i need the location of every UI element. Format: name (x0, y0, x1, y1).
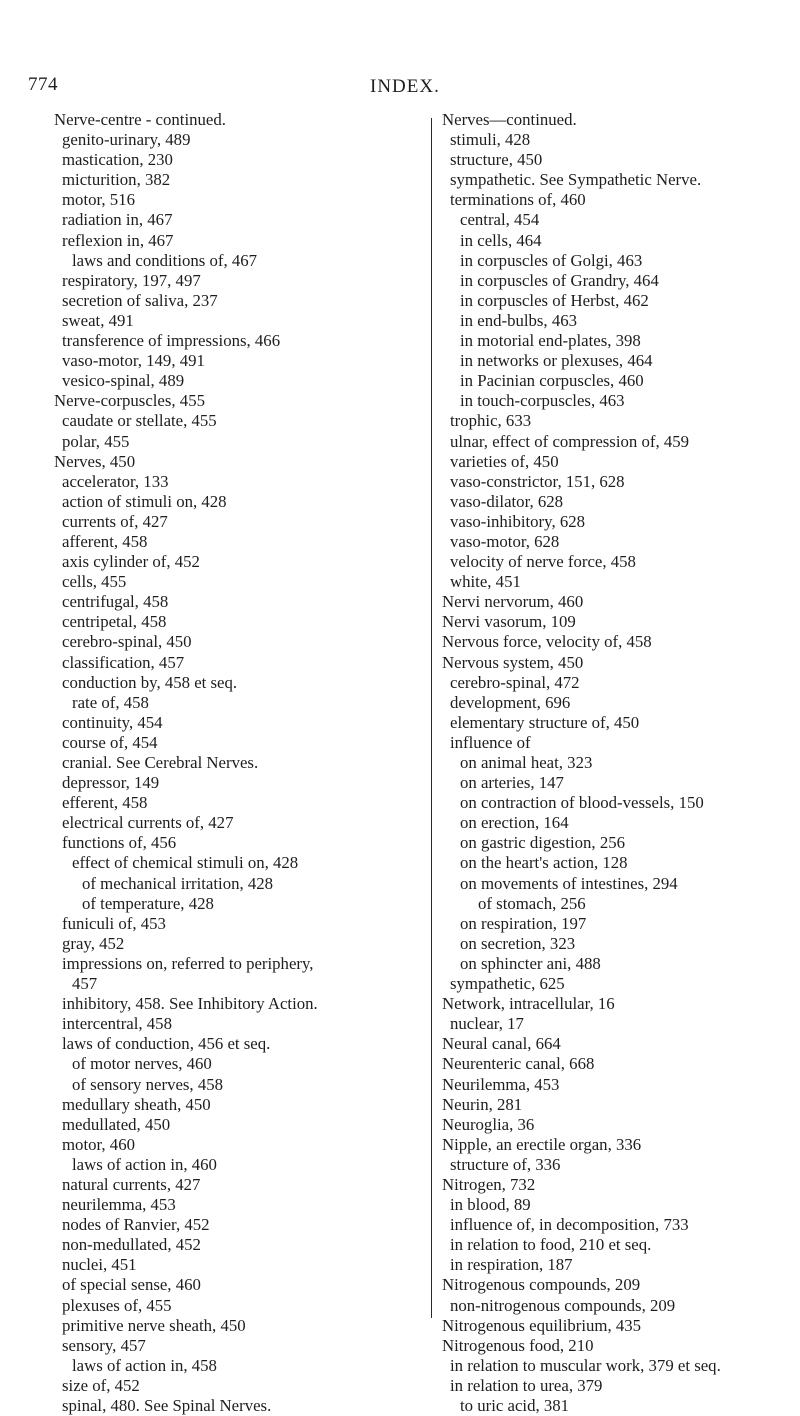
index-entry: Nerves, 450 (54, 451, 136, 471)
index-entry: in corpuscles of Golgi, 463 (460, 250, 643, 270)
index-entry: Nervous system, 450 (442, 652, 584, 672)
index-entry: to uric acid, 381 (460, 1396, 570, 1415)
index-entry: Nipple, an erectile organ, 336 (442, 1134, 642, 1154)
index-entry: in cells, 464 (460, 230, 542, 250)
index-entry: on animal heat, 323 (460, 753, 593, 772)
index-entry: natural currents, 427 (62, 1174, 201, 1194)
index-entry: Neuroglia, 36 (442, 1114, 535, 1134)
index-entry: laws of conduction, 456 et seq. (62, 1034, 271, 1054)
index-entry: action of stimuli on, 428 (62, 491, 227, 511)
index-entry: laws of action in, 460 (72, 1154, 217, 1174)
index-entry: transference of impressions, 466 (62, 331, 281, 351)
index-column-right (442, 110, 794, 1416)
index-entry: laws of action in, 458 (72, 1355, 217, 1375)
index-entry: of stomach, 256 (478, 893, 586, 913)
index-entry: ulnar, effect of compression of, 459 (450, 431, 690, 451)
index-entry: velocity of nerve force, 458 (450, 552, 636, 572)
index-entry: size of, 452 (62, 1375, 140, 1395)
index-entry: varieties of, 450 (450, 451, 559, 471)
index-entry: terminations of, 460 (450, 190, 586, 210)
index-entry: in respiration, 187 (450, 1255, 573, 1275)
index-entry: accelerator, 133 (62, 471, 169, 491)
index-entry: sweat, 491 (62, 310, 134, 330)
index-entry: elementary structure of, 450 (450, 712, 640, 732)
index-entry: cells, 455 (62, 572, 127, 592)
index-entry: Nervi nervorum, 460 (442, 592, 584, 612)
index-entry: conduction by, 458 et seq. (62, 672, 238, 692)
index-entry: funiculi of, 453 (62, 913, 166, 933)
index-entry: axis cylinder of, 452 (62, 552, 200, 572)
index-entry: of mechanical irritation, 428 (82, 873, 274, 893)
index-entry: in touch-corpuscles, 463 (460, 391, 625, 411)
index-entry: centrifugal, 458 (62, 592, 169, 612)
index-entry: vesico-spinal, 489 (62, 371, 185, 391)
index-entry: structure, 450 (450, 150, 543, 170)
index-entry: inhibitory, 458. See Inhibitory Action. (62, 994, 318, 1014)
index-column-left (54, 110, 426, 1416)
index-entry: on sphincter ani, 488 (460, 953, 601, 973)
index-entry: on secretion, 323 (460, 933, 576, 953)
index-entry: plexuses of, 455 (62, 1295, 172, 1315)
index-entry: respiratory, 197, 497 (62, 270, 201, 290)
index-entry: intercentral, 458 (62, 1014, 172, 1034)
index-entry: of special sense, 460 (62, 1275, 201, 1295)
index-entry: nuclear, 17 (450, 1014, 524, 1034)
index-entry: afferent, 458 (62, 531, 148, 551)
index-entry: in corpuscles of Herbst, 462 (460, 290, 649, 310)
index-entry: in relation to muscular work, 379 et seq. (450, 1355, 721, 1375)
index-entry: laws and conditions of, 467 (72, 250, 258, 270)
index-entry: nodes of Ranvier, 452 (62, 1215, 210, 1235)
index-entry: medullary sheath, 450 (62, 1094, 211, 1114)
index-entry: medullated, 450 (62, 1114, 171, 1134)
index-entry: in relation to urea, 379 (450, 1375, 603, 1395)
index-entry: Nerve-centre - continued. (54, 110, 226, 129)
index-entry: continuity, 454 (62, 712, 163, 732)
index-entry: in blood, 89 (450, 1195, 531, 1215)
index-entry: Nervous force, velocity of, 458 (442, 632, 652, 652)
index-entry: depressor, 149 (62, 773, 160, 793)
index-entry: on contraction of blood-vessels, 150 (460, 793, 704, 813)
index-entry: of sensory nerves, 458 (72, 1074, 223, 1094)
index-entry: in Pacinian corpuscles, 460 (460, 371, 644, 391)
index-entry: gray, 452 (62, 933, 125, 953)
index-entry: white, 451 (450, 572, 521, 592)
index-entry: on the heart's action, 128 (460, 853, 628, 873)
index-entry: influence of, in decomposition, 733 (450, 1215, 689, 1235)
index-entry: Nerve-corpuscles, 455 (54, 391, 205, 411)
column-divider (431, 118, 432, 1318)
index-entry: on erection, 164 (460, 813, 569, 833)
index-entry: Nitrogenous equilibrium, 435 (442, 1315, 642, 1335)
index-entry: Neurenteric canal, 668 (442, 1054, 595, 1074)
index-entry: classification, 457 (62, 652, 185, 672)
index-entry: electrical currents of, 427 (62, 813, 234, 833)
index-entry: sympathetic, 625 (450, 974, 565, 994)
index-entry: effect of chemical stimuli on, 428 (72, 853, 299, 873)
index-entry: Nitrogenous compounds, 209 (442, 1275, 641, 1295)
index-entry: influence of (450, 732, 531, 752)
index-entry: micturition, 382 (62, 170, 171, 190)
index-entry: spinal, 480. See Spinal Nerves. (62, 1396, 272, 1415)
index-entry: on gastric digestion, 256 (460, 833, 625, 853)
index-entry: non-medullated, 452 (62, 1235, 201, 1255)
index-entry: motor, 516 (62, 190, 135, 210)
index-entry: cerebro-spinal, 472 (450, 672, 580, 692)
index-entry: in networks or plexuses, 464 (460, 351, 653, 371)
index-entry: Neurilemma, 453 (442, 1074, 560, 1094)
index-entry: currents of, 427 (62, 511, 168, 531)
index-entry: on movements of intestines, 294 (460, 873, 678, 893)
index-entry: radiation in, 467 (62, 210, 173, 230)
index-entry: neurilemma, 453 (62, 1195, 176, 1215)
index-entry: cranial. See Cerebral Nerves. (62, 753, 259, 772)
index-entry: 457 (72, 974, 98, 994)
index-entry: impressions on, referred to periphery, (62, 953, 314, 973)
page-title: INDEX. (370, 76, 440, 97)
index-entry: vaso-inhibitory, 628 (450, 511, 586, 531)
index-entry: Nitrogen, 732 (442, 1174, 536, 1194)
index-entry: course of, 454 (62, 732, 158, 752)
index-entry: vaso-dilator, 628 (450, 491, 564, 511)
index-entry: sensory, 457 (62, 1335, 146, 1355)
index-entry: vaso-constrictor, 151, 628 (450, 471, 625, 491)
index-entry: in relation to food, 210 et seq. (450, 1235, 652, 1255)
index-entry: in end-bulbs, 463 (460, 310, 577, 330)
index-entry: Network, intracellular, 16 (442, 994, 615, 1014)
index-entry: of temperature, 428 (82, 893, 214, 913)
index-entry: reflexion in, 467 (62, 230, 174, 250)
index-entry: in motorial end-plates, 398 (460, 331, 641, 351)
index-entry: vaso-motor, 628 (450, 531, 560, 551)
index-entry: cerebro-spinal, 450 (62, 632, 192, 652)
index-entry: Nervi vasorum, 109 (442, 612, 576, 632)
index-entry: structure of, 336 (450, 1154, 561, 1174)
index-entry: trophic, 633 (450, 411, 532, 431)
index-entry: mastication, 230 (62, 150, 173, 170)
index-entry: vaso-motor, 149, 491 (62, 351, 205, 371)
index-entry: Nitrogenous food, 210 (442, 1335, 594, 1355)
index-entry: non-nitrogenous compounds, 209 (450, 1295, 676, 1315)
index-entry: centripetal, 458 (62, 612, 167, 632)
index-entry: on respiration, 197 (460, 913, 587, 933)
index-entry: Nerves—continued. (442, 110, 577, 129)
index-entry: secretion of saliva, 237 (62, 290, 218, 310)
index-entry: functions of, 456 (62, 833, 177, 853)
index-entry: of motor nerves, 460 (72, 1054, 212, 1074)
index-entry: caudate or stellate, 455 (62, 411, 217, 431)
index-entry: on arteries, 147 (460, 773, 564, 793)
page-number: 774 (28, 74, 58, 95)
index-entry: Neurin, 281 (442, 1094, 523, 1114)
index-entry: stimuli, 428 (450, 130, 531, 150)
index-entry: sympathetic. See Sympathetic Nerve. (450, 170, 702, 190)
index-entry: development, 696 (450, 692, 571, 712)
index-entry: genito-urinary, 489 (62, 130, 191, 150)
index-entry: rate of, 458 (72, 692, 149, 712)
index-entry: motor, 460 (62, 1134, 135, 1154)
index-entry: polar, 455 (62, 431, 130, 451)
index-entry: Neural canal, 664 (442, 1034, 561, 1054)
index-entry: central, 454 (460, 210, 540, 230)
index-entry: efferent, 458 (62, 793, 148, 813)
index-entry: in corpuscles of Grandry, 464 (460, 270, 659, 290)
index-entry: nuclei, 451 (62, 1255, 137, 1275)
index-entry: primitive nerve sheath, 450 (62, 1315, 246, 1335)
